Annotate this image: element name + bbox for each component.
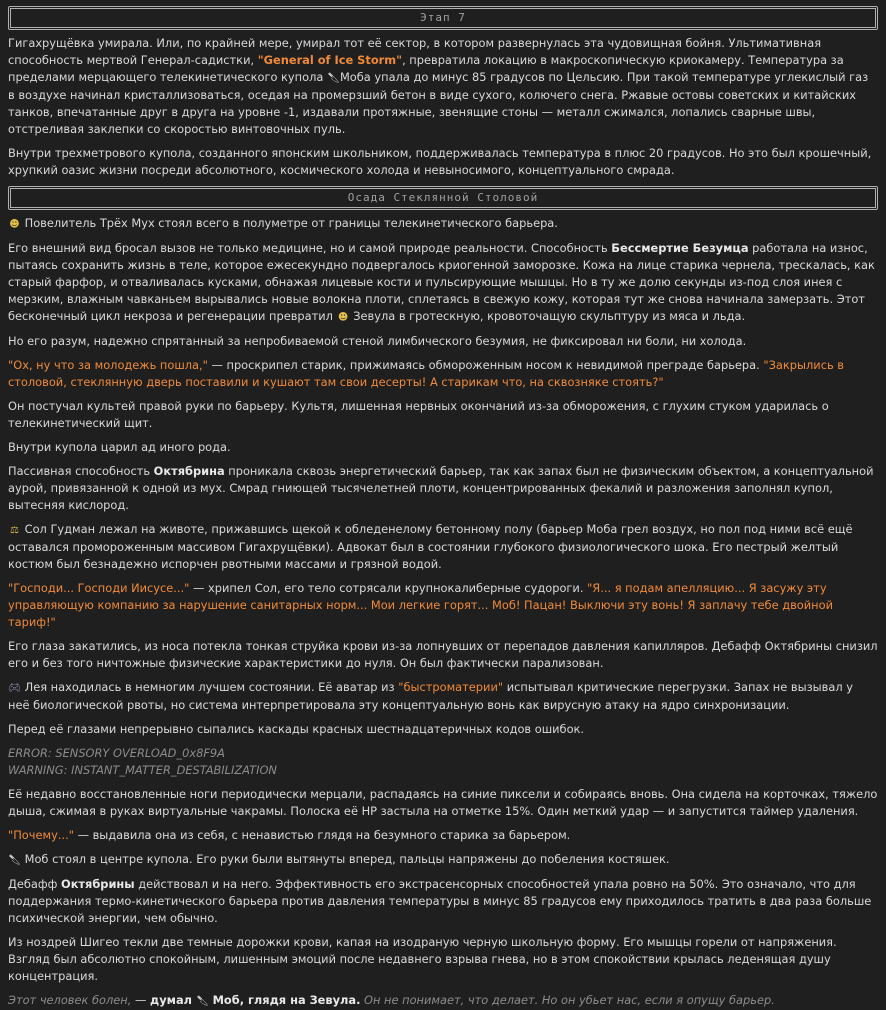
face-icon: ☻: [337, 312, 349, 323]
paragraph-intro-2: Внутри трехметрового купола, созданного японским школьником, поддерживалась температура в плюс 20 градусов. Но это был крошечный, хрупкий оазис жизни посреди абсолютного, космического холода и невыносимого, концептуального смрада.: [8, 146, 872, 177]
paragraph-11: [8, 580, 878, 631]
text-run: Моба упала до минус 85 градусов по Цельсию. При такой температуре углекислый газ в воздухе начинал кристаллизоваться, оседая на промерзший бетон в виде сухого, колючего снега. Ржавые остовы советских и китайских танков, впечатанные друг в друга на уровне -1, издавали протяжные, звенящие стоны — металл сжимался, лопались сварные швы, отстреливая заклепки со скоростью винтовочных пуль.: [8, 70, 869, 136]
knife-icon: 🔪︎: [8, 855, 21, 866]
text-run: — проскрипел старик, прижимаясь обмороженным носом к невидимой преграде барьера.: [207, 358, 764, 372]
text-run: — хрипел Сол, его тело сотрясали крупнокалиберные судороги.: [189, 581, 588, 595]
gamepad-icon: 🎮︎: [8, 683, 21, 694]
text-run: , превратила локацию в макроскопическую криокамеру. Температура за пределами мерцающего телекинетического купола: [8, 53, 844, 84]
ability-bold: Октябрины: [61, 877, 135, 891]
text-run: действовал и на него. Эффективность его экстрасенсорных способностей упала ровно на 50%. Это означало, что для поддержания термо-кинетического барьера против давления температуры в минус 85 градусов ему приходилось тратить в два раза больше психической энергии, чем обычно.: [8, 877, 872, 925]
paragraph-14: Перед её глазами непрерывно сыпались каскады красных шестнадцатеричных кодов ошибок.: [8, 722, 585, 736]
paragraph-8: Внутри купола царил ад иного рода.: [8, 440, 231, 454]
system-messages: [8, 745, 878, 779]
text-run: —: [131, 993, 151, 1007]
face-icon: ☻: [9, 219, 20, 230]
paragraph-intro-1: [8, 35, 878, 138]
warning-line: WARNING: INSTANT_MATTER_DESTABILIZATION: [8, 763, 277, 777]
error-line: ERROR: SENSORY OVERLOAD_0x8F9A: [8, 746, 225, 760]
quote: "Закрылись в столовой, стеклянную дверь поставили и кушают там свои десерты! А старикам что, на сквозняке стоять?": [8, 358, 845, 389]
paragraph-7: Он постучал культей правой руки по барьеру. Культя, лишенная нервных окончаний из-за обморожения, с глухим стуком ударилась о телекинетический щит.: [8, 399, 829, 430]
text-run: Зевула в гротескную, кровоточащую скульптуру из мяса и льда.: [353, 309, 746, 323]
quote: "Ох, ну что за молодежь пошла,": [8, 358, 208, 372]
quote: "Я... я подам апелляцию... Я засужу эту управляющую компанию за нарушение санитарных норм... Мои легкие горят... Моб! Пацан! Выключи эту вонь! Я заплачу тебе двойной тариф!": [8, 581, 833, 629]
paragraph-9: [8, 463, 878, 514]
scales-icon: ⚖: [10, 525, 19, 536]
quote: "быстроматерии": [398, 680, 504, 694]
text-run: Моб стоял в центре купола. Его руки были вытянуты вперед, пальцы напряжены до побеления костяшек.: [24, 852, 670, 866]
text-run: Дебафф: [8, 877, 62, 891]
paragraph-6: [8, 357, 878, 391]
text-run: Лея находилась в немногим лучшем состоянии. Её аватар из: [24, 680, 399, 694]
paragraph-4: [8, 240, 878, 326]
speaker-bold: думал: [150, 993, 196, 1007]
text-run: Его внешний вид бросал вызов не только медицине, но и самой природе реальности. Способность: [8, 241, 612, 255]
text-run: работала на износ, пытаясь сохранить жизнь в теле, которое ежесекундно подвергалось криогенной заморозке. Кожа на лице старика чернела, трескалась, как старый фарфор, и отваливалась кусками, обнажая лицевые кости и пульсирующие мышцы. Но в ту же долю секунды из-под слоя инея с мерзким, влажным чавканьем вырывались новые волокна плоти, сплетаясь в свежую кожу, которая тут же снова начинала замерзать. Этот бесконечный цикл некроза и регенерации превратил: [8, 241, 875, 323]
paragraph-20: [8, 992, 878, 1010]
siege-header: Осада Стеклянной Столовой: [8, 186, 878, 210]
paragraph-17: [8, 851, 878, 869]
quote: "Господи... Господи Иисусе...": [8, 581, 190, 595]
paragraph-19: Из ноздрей Шигео текли две темные дорожки крови, капая на изодраную черную школьную форму. Его мышцы горели от напряжения. Взгляд был абсолютно спокойным, лишенным эмоций после недавнего взрыва гнева, но в этом спокойствии крылась леденящая душу концентрация.: [8, 935, 837, 983]
text-run: Сол Гудман лежал на животе, прижавшись щекой к обледенелому бетонному полу (барьер Моба грел воздух, но пол под ними всё ещё оставался промороженным массивом Гигахрущёвки). Адвокат был в состоянии глубокого физиологического шока. Его пестрый желтый костюм был безнадежно испорчен рвотными массами и грязной водой.: [8, 522, 853, 571]
knife-icon: 🔪︎: [327, 73, 340, 84]
text-run: Повелитель Трёх Мух стоял всего в полуметре от границы телекинетического барьера.: [24, 216, 558, 230]
paragraph-16: [8, 827, 878, 844]
paragraph-3: [8, 215, 878, 233]
thought: Он не понимает, что делает. Но он убьет нас, если я опущу барьер.: [360, 993, 775, 1007]
text-run: испытывал критические перегрузки. Запах не вызывал у неё биологической рвоты, но система интерпретировала эту концептуальную вонь как вирусную атаку на ядро синхронизации.: [8, 680, 853, 712]
knife-icon: 🔪︎: [196, 996, 209, 1007]
paragraph-18: [8, 876, 878, 927]
text-run: — выдавила она из себя, с ненавистью глядя на безумного старика за барьером.: [73, 828, 571, 842]
text-run: Гигахрущёвка умирала. Или, по крайней мере, умирал тот её сектор, в котором развернулась эта чудовищная бойня. Ультимативная способность мертвой Генерал-садистки,: [8, 36, 822, 67]
ability-bold: Бессмертие Безумца: [611, 241, 749, 255]
paragraph-5: Но его разум, надежно спрятанный за непробиваемой стеной лимбического безумия, не фиксировал ни боли, ни холода.: [8, 334, 747, 348]
paragraph-13: [8, 679, 878, 714]
text-run: проникала сквозь энергетический барьер, так как запах был не физическим объектом, а концептуальной аурой, привязанной к одной из мух. Смрад гниющей тысячелетней плоти, концентрированных фекалий и разложения заполнял купол, вытесняя кислород.: [8, 464, 874, 512]
paragraph-10: [8, 521, 878, 573]
stage-header: Этап 7: [8, 6, 878, 30]
paragraph-12: Его глаза закатились, из носа потекла тонкая струйка крови из-за лопнувших от перепадов давления капилляров. Дебафф Октябрины снизил его и без того ничтожные физические характеристики до нуля. Он был фактически парализован.: [8, 639, 878, 670]
ability-bold: Октябрина: [153, 464, 225, 478]
paragraph-15: Её недавно восстановленные ноги периодически мерцали, распадаясь на синие пиксели и собираясь вновь. Она сидела на корточках, тяжело дыша, сжимая в руках виртуальные чакрамы. Полоска её HP застыла на отметке 15%. Один меткий удар — и запустится таймер удаления.: [8, 787, 878, 818]
ability-name: "General of Ice Storm": [257, 53, 403, 67]
text-run: Пассивная способность: [8, 464, 154, 478]
quote: "Почему...": [8, 828, 74, 842]
thought: Этот человек болен,: [8, 993, 132, 1007]
speaker-bold: Моб, глядя на Зевула.: [212, 993, 361, 1007]
